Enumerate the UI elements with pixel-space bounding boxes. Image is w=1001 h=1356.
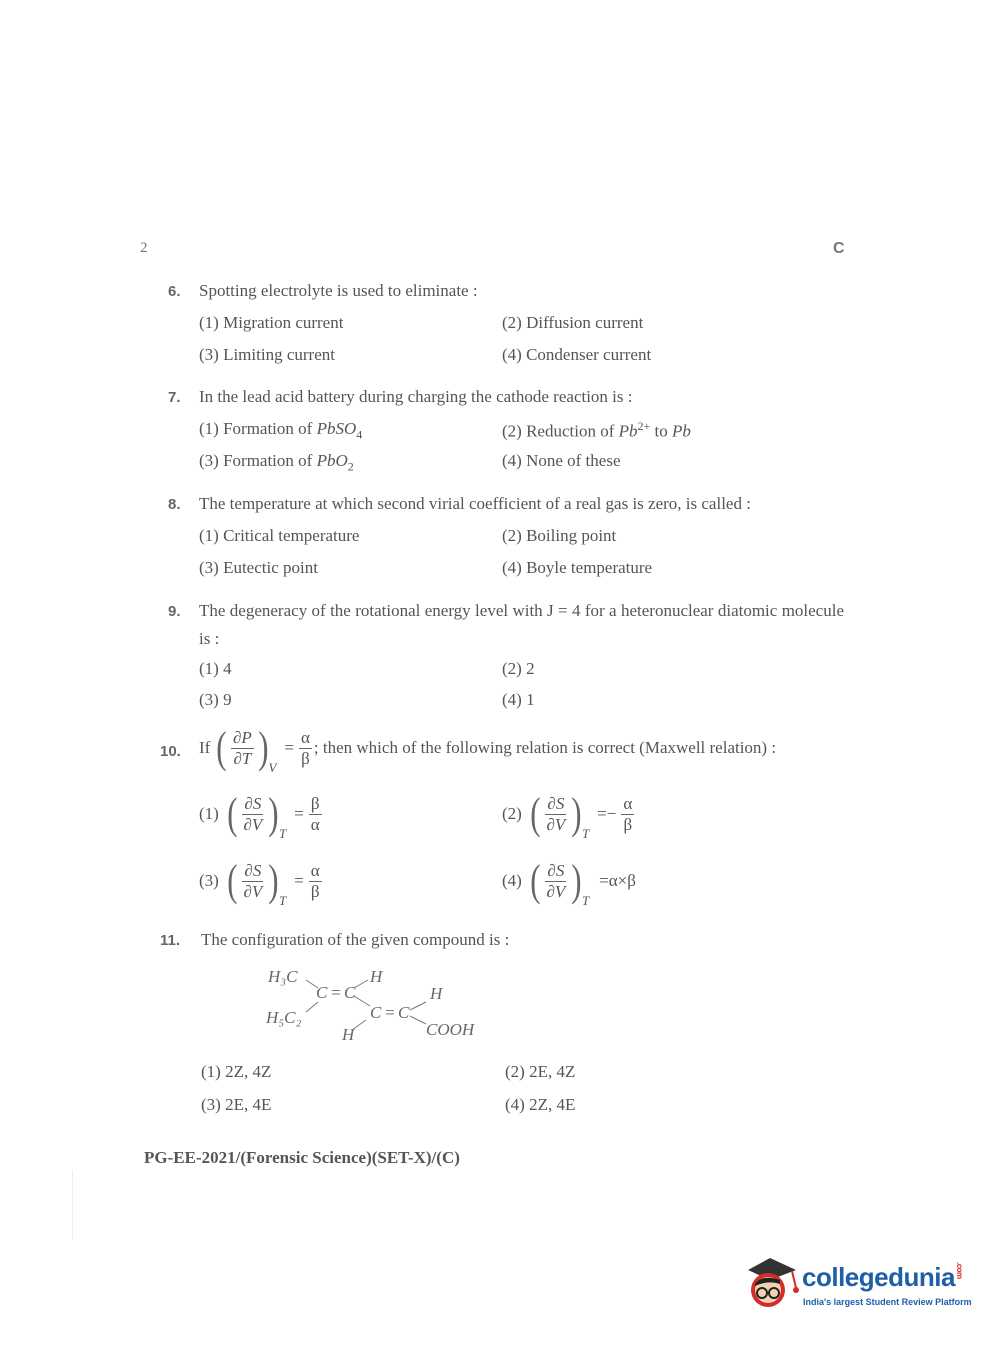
option: (2) 2E, 4Z: [505, 1062, 576, 1081]
question-text: The degeneracy of the rotational energy level with J = 4 for a heteronuclear diatomic molecule is :: [199, 601, 844, 648]
question-text: In the lead acid battery during charging the cathode reaction is :: [199, 387, 633, 406]
set-letter: C: [833, 240, 845, 257]
option: (4) Condenser current: [502, 345, 652, 364]
question-text: The temperature at which second virial coefficient of a real gas is zero, is called :: [199, 494, 751, 513]
structure-group-h5c2: H₅C₂: [266, 1008, 302, 1027]
question-number: 11.: [160, 932, 181, 949]
question-number: 6.: [168, 283, 181, 300]
bond: [306, 1002, 318, 1012]
option: (2) ( $\frac{\partial S}{\partial V}$ ) T =− $\frac{\alpha}{\beta}$: [502, 789, 633, 841]
structure-atom-h-bottom: H: [342, 1025, 355, 1044]
bond: [354, 996, 370, 1006]
structure-atom-c2: C: [344, 983, 356, 1002]
option: (3) 9: [199, 690, 232, 709]
question-number: 10.: [160, 743, 181, 760]
footer-code: PG-EE-2021/(Forensic Science)(SET-X)/(C): [144, 1148, 460, 1167]
structure-double-bond: =: [384, 1003, 396, 1022]
structure-group-cooh: COOH: [426, 1020, 475, 1039]
option: (3) Limiting current: [199, 345, 335, 364]
option: (3) ( $\frac{\partial S}{\partial V}$ ) T = $\frac{\alpha}{\beta}$: [199, 856, 320, 908]
option: (4) 2Z, 4E: [505, 1095, 576, 1114]
structure-atom-c1: C: [316, 983, 328, 1002]
logo-tagline: India's largest Student Review Platform: [803, 1297, 972, 1307]
collegedunia-logo: collegedunia.com India's largest Student Review Platform: [740, 1250, 970, 1320]
option: (1) Critical temperature: [199, 526, 360, 545]
option: (2) Diffusion current: [502, 313, 644, 332]
scan-artifact: [72, 1170, 73, 1240]
question-number: 9.: [168, 603, 181, 620]
structure-double-bond: =: [330, 983, 342, 1002]
mascot-icon: [740, 1250, 800, 1312]
question-number: 8.: [168, 496, 181, 513]
option: (1) Migration current: [199, 313, 344, 332]
option: (4) Boyle temperature: [502, 558, 653, 577]
structure-group-h3c: H₃C: [268, 967, 298, 986]
bond: [410, 1002, 426, 1010]
structure-atom-c4: C: [398, 1003, 410, 1022]
option: (1) 2Z, 4Z: [201, 1062, 272, 1081]
option: (1) ( $\frac{\partial S}{\partial V}$ ) T = $\frac{\beta}{\alpha}$: [199, 789, 320, 841]
option: (3) 2E, 4E: [201, 1095, 272, 1114]
structure-atom-h-right: H: [430, 984, 443, 1003]
option: (1) 4: [199, 659, 232, 678]
option: (2) 2: [502, 659, 535, 678]
option: (4) ( $\frac{\partial S}{\partial V}$ ) T =α×β: [502, 856, 636, 908]
option: (4) None of these: [502, 451, 621, 470]
option: (1) Formation of PbSO$_4$: [199, 419, 363, 442]
bond: [410, 1016, 426, 1024]
page-number: 2: [140, 240, 148, 256]
chemical-structure: [260, 960, 500, 1050]
question-number: 7.: [168, 389, 181, 406]
option: (3) Eutectic point: [199, 558, 318, 577]
option: (2) Boiling point: [502, 526, 617, 545]
option: (4) 1: [502, 690, 535, 709]
structure-atom-h-top: H: [370, 967, 383, 986]
question-text: The configuration of the given compound is :: [201, 930, 510, 949]
bond: [354, 980, 368, 988]
question-text: If ( $\frac{\partial P}{\partial T}$ ) V = $\frac{\alpha}{\beta}$ ; then which of the following relation is correct (Maxwell relation) :: [199, 723, 777, 775]
option: (2) Reduction of $Pb^{2+}$ to Pb: [502, 419, 691, 441]
question-text: Spotting electrolyte is used to eliminate :: [199, 281, 478, 300]
structure-atom-c3: C: [370, 1003, 382, 1022]
option: (3) Formation of PbO$_2$: [199, 451, 354, 474]
